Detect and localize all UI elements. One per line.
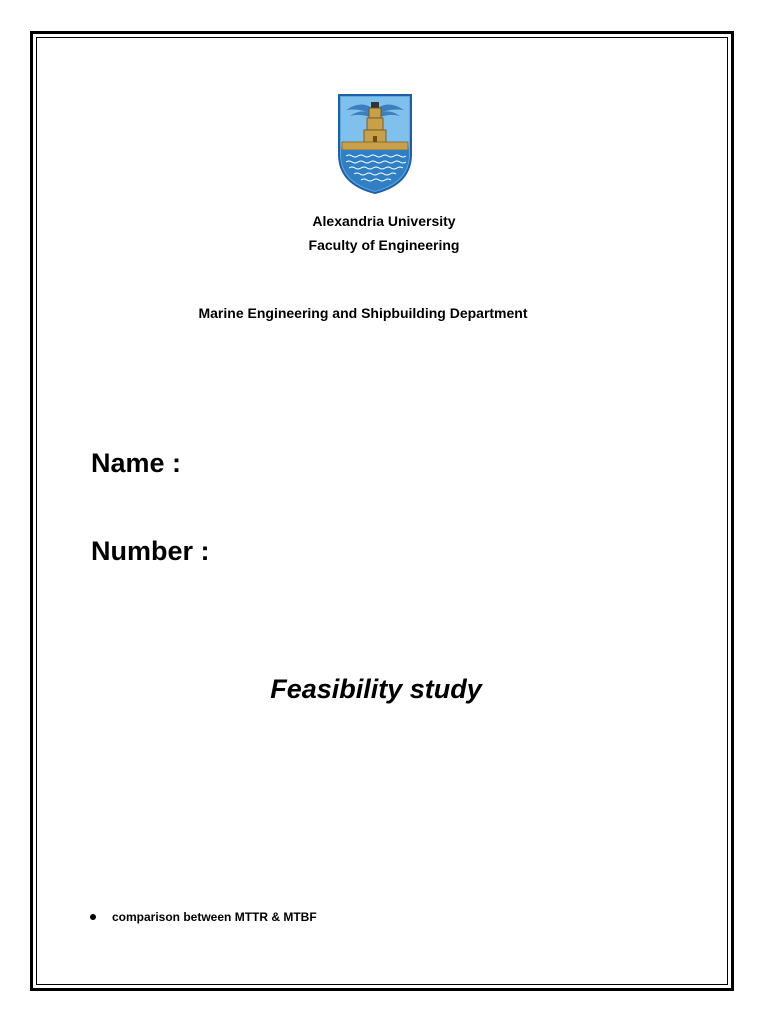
bullet-list-item	[90, 910, 317, 924]
faculty-name: Faculty of Engineering	[308, 237, 460, 253]
number-field-label: Number :	[91, 536, 210, 566]
name-field-label: Name :	[91, 448, 182, 478]
university-name: Alexandria University	[312, 213, 456, 229]
document-title: Feasibility study	[270, 674, 482, 704]
bullet-text: comparison between MTTR & MTBF	[112, 910, 317, 924]
university-logo-icon	[336, 92, 414, 196]
bullet-icon	[90, 914, 96, 920]
department-name: Marine Engineering and Shipbuilding Department	[198, 305, 528, 321]
